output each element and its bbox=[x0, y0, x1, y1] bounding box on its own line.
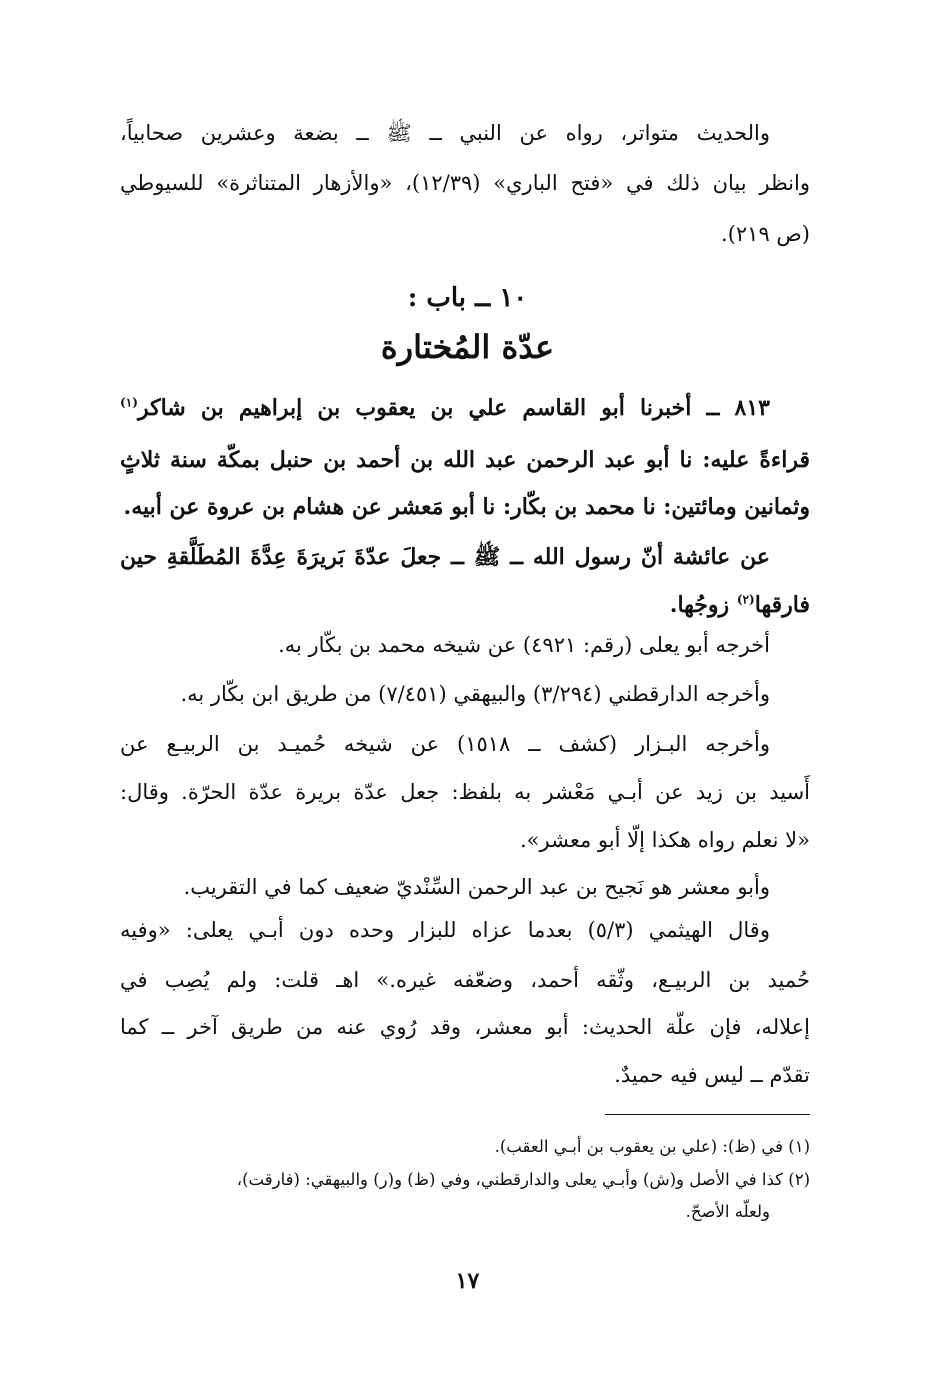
footnote: (٢) كذا في الأصل و(ش) وأبـي يعلى والدارقطني، وفي (ظ) و(ر) والبيهقي: (فارقت)، bbox=[236, 1170, 810, 1189]
takhrij-line: أَسيد بن زيد عن أبـي مَعْشر به بلفظ: جعل عدّة بريرة عدّة الحرّة. وقال: bbox=[120, 780, 810, 804]
intro-line: والحديث متواتر، رواه عن النبي ــ ﷺ ــ بضعة وعشرين صحابياً، bbox=[120, 121, 770, 145]
takhrij-line: وأخرجه الدارقطني (٣/٢٩٤) والبيهقي (٧/٤٥١) من طريق ابن بكّار به. bbox=[180, 682, 770, 706]
footnote: (١) في (ظ): (علي بن يعقوب بن أبـي العقب). bbox=[494, 1137, 810, 1156]
hadith-line-text: زوجُها. bbox=[669, 592, 730, 618]
hadith-line bbox=[120, 395, 810, 421]
footnote-marker: (٢) bbox=[736, 592, 755, 607]
takhrij-line: وأخرجه البـزار (كشف ــ ١٥١٨) عن شيخه حُميـد بن الربيـع عن bbox=[120, 732, 770, 756]
intro-line: (ص ٢١٩). bbox=[721, 222, 810, 246]
chapter-number: ١٠ ــ باب : bbox=[407, 283, 528, 313]
chapter-title: عدّة المُختارة bbox=[380, 328, 555, 366]
hadith-line-text: ٨١٣ ــ أخبرنا أبو القاسم علي بن يعقوب بن إبراهيم بن شاكر bbox=[137, 395, 770, 421]
footnote-marker: (١) bbox=[120, 395, 138, 410]
page-number: ١٧ bbox=[455, 1268, 480, 1294]
takhrij-line: تقدّم ــ ليس فيه حميدٌ. bbox=[614, 1063, 810, 1087]
takhrij-line: حُميد بن الربيـع، وثّقه أحمد، وضعّفه غيره.» اهـ قلت: ولم يُصِب في bbox=[120, 968, 810, 992]
hadith-line: عن عائشة أنّ رسول الله ــ ﷺ ــ جعلَ عدّةَ بَريرَةَ عِدَّةَ المُطَلَّقةِ حين bbox=[120, 544, 770, 570]
hadith-line bbox=[120, 592, 810, 618]
takhrij-line: وأبو معشر هو نَجيح بن عبد الرحمن السِّنْديّ ضعيف كما في التقريب. bbox=[183, 875, 770, 899]
intro-line: وانظر بيان ذلك في «فتح الباري» (١٢/٣٩)، «والأزهار المتناثرة» للسيوطي bbox=[120, 171, 810, 195]
footnote: ولعلّه الأصحّ. bbox=[685, 1202, 770, 1221]
hadith-line-text: فارقها bbox=[754, 592, 810, 618]
takhrij-line: إعلاله، فإن علّة الحديث: أبو معشر، وقد رُوي عنه من طريق آخر ــ كما bbox=[120, 1015, 810, 1039]
hadith-line: قراءةً عليه: نا أبو عبد الرحمن عبد الله بن أحمد بن حنبل بمكّة سنة ثلاثٍ bbox=[120, 447, 810, 473]
takhrij-line: أخرجه أبو يعلى (رقم: ٤٩٢١) عن شيخه محمد بن بكّار به. bbox=[278, 633, 770, 657]
takhrij-line: وقال الهيثمي (٥/٣) بعدما عزاه للبزار وحده دون أبـي يعلى: «وفيه bbox=[120, 918, 770, 942]
footnote-divider bbox=[605, 1114, 810, 1115]
hadith-line: وثمانين ومائتين: نا محمد بن بكّار: نا أبو مَعشر عن هشام بن عروة عن أبيه. bbox=[123, 494, 810, 520]
takhrij-line: «لا نعلم رواه هكذا إلّا أبو معشر». bbox=[520, 828, 810, 852]
